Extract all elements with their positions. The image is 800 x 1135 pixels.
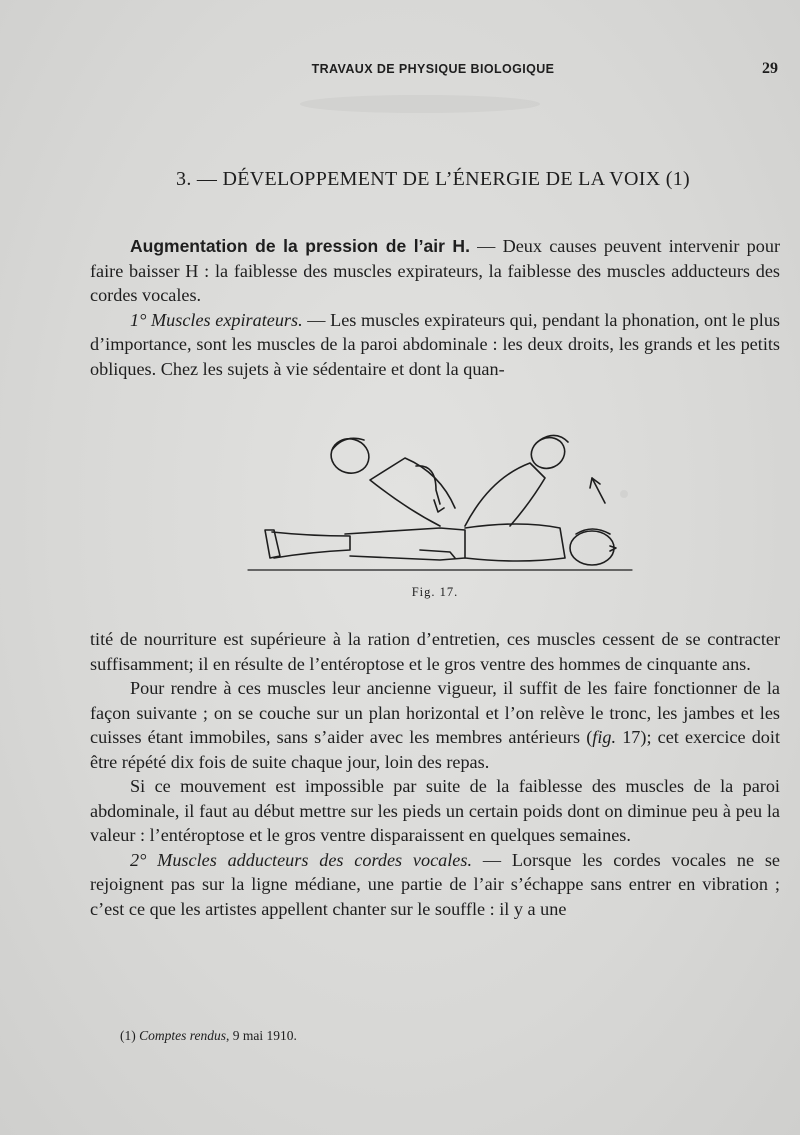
page-number: 29: [762, 60, 778, 77]
exercise-drawing: [240, 408, 640, 580]
figure-reference: fig.: [592, 727, 617, 747]
text-block-top: [90, 234, 780, 381]
paragraph-lead: 1° Muscles expirateurs.: [130, 309, 303, 330]
paragraph-expiratory-muscles: [90, 308, 780, 382]
figure-caption: Fig. 17.: [411, 585, 459, 599]
paragraph-text: — Deux causes peuvent intervenir pour faire baisser H : la faiblesse des muscles expirateurs, la faiblesse des muscles adducteurs des cordes vocales.: [90, 236, 780, 305]
footnote-marker: (1): [120, 1028, 136, 1043]
section-title: 3. — DÉVELOPPEMENT DE L’ÉNERGIE DE LA VOIX (1): [176, 168, 690, 190]
footnote-source: Comptes rendus: [139, 1028, 226, 1043]
paragraph-pressure: [90, 234, 780, 308]
paragraph-weights: Si ce mouvement est impossible par suite de la faiblesse des muscles de la paroi abdominale, il faut au début mettre sur les pieds un certain poids dont on diminue peu à peu la valeur : l’entéroptose et le gros ventre disparaissent en quelques semaines.: [90, 776, 780, 845]
paragraph-adductor-muscles: [90, 848, 780, 922]
paragraph-lead: 2° Muscles adducteurs des cordes vocales.: [130, 849, 472, 870]
footnote-date: , 9 mai 1910.: [226, 1028, 297, 1043]
running-title: TRAVAUX DE PHYSIQUE BIOLOGIQUE: [311, 62, 555, 76]
paragraph-heading: Augmentation de la pression de l’air H.: [130, 236, 470, 256]
bleed-through-smudge: [300, 95, 540, 113]
figure-17-illustration: [240, 408, 640, 580]
paragraph-text: — Les muscles expirateurs qui, pendant la phonation, ont le plus d’importance, sont les muscles de la paroi abdominale : les deux droits, les grands et les petits obliques. Chez les sujets à vie sédentaire et dont la quan-: [90, 309, 780, 379]
paragraph-text: — Lorsque les cordes vocales ne se rejoignent pas sur la ligne médiane, une partie de l’air s’échappe sans entrer en vibration ; c’est ce que les artistes appellent chanter sur le souffle : il y a une: [90, 849, 780, 919]
paragraph-text: 17); cet exercice doit être répété dix fois de suite chaque jour, loin des repas.: [90, 727, 780, 772]
running-head: [0, 60, 800, 80]
text-block-bottom: [90, 627, 780, 921]
footnote: [120, 1028, 297, 1044]
paragraph-text: Pour rendre à ces muscles leur ancienne vigueur, il suffit de les faire fonctionner de la façon suivante ; on se couche sur un plan horizontal et l’on relève le tronc, les jambes et les cuisses étant immobiles, sans s’aider avec les membres antérieurs (: [90, 678, 780, 747]
paragraph-continuation: tité de nourriture est supérieure à la ration d’entretien, ces muscles cessent de se contracter suffisamment; il en résulte de l’entéroptose et le gros ventre des hommes de cinquante ans.: [90, 629, 780, 674]
paragraph-exercise: [90, 676, 780, 774]
